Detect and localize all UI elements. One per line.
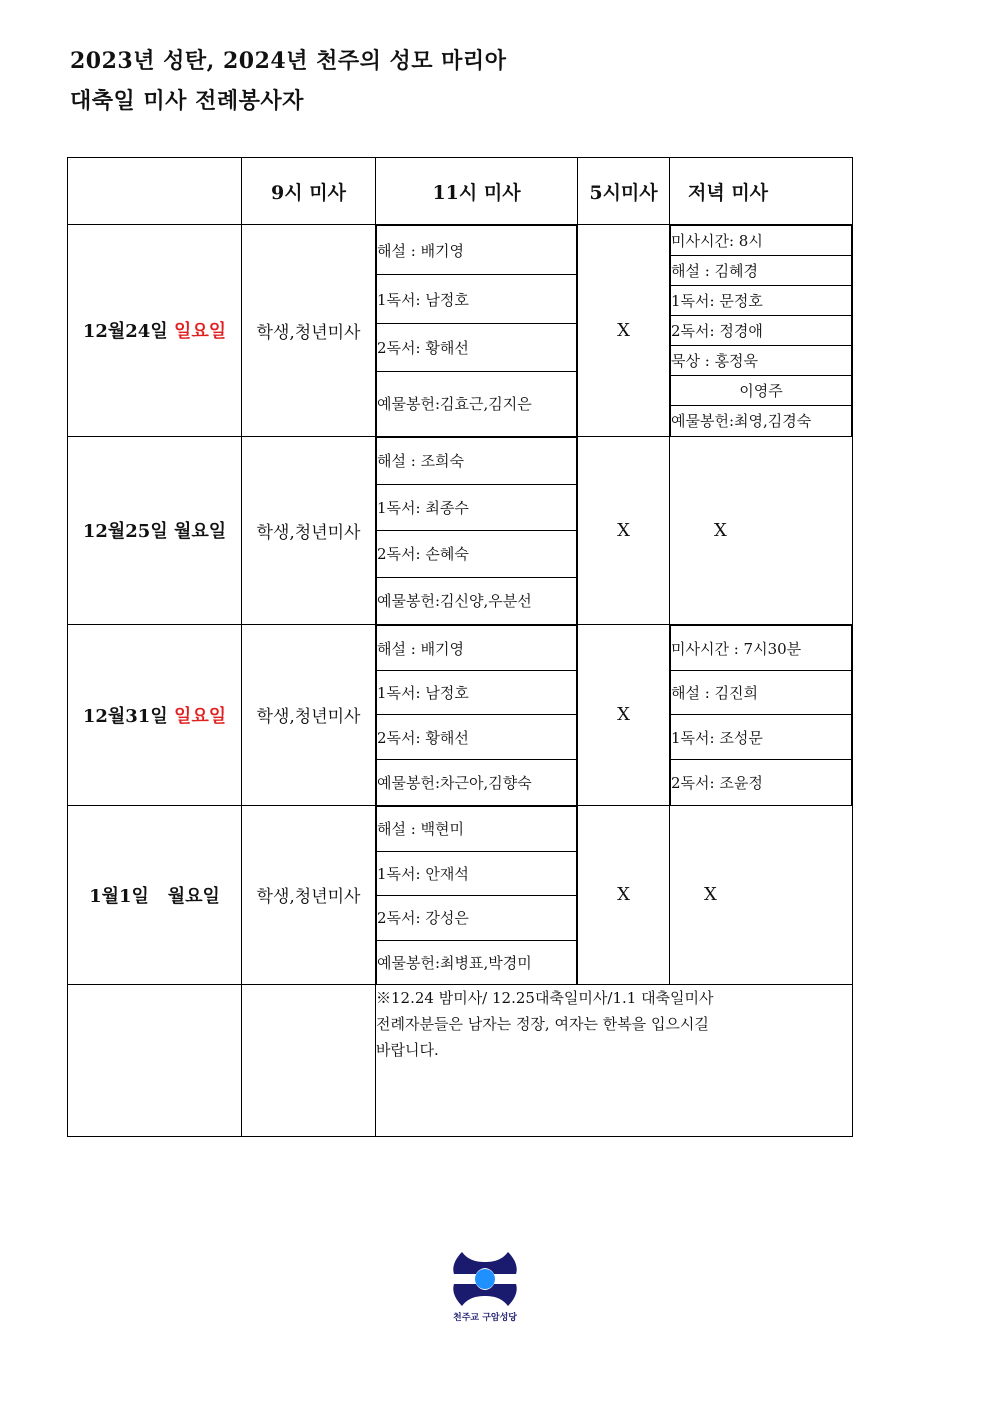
mass5-cell: X bbox=[578, 625, 670, 806]
schedule-table bbox=[67, 157, 853, 1137]
list-item: 예물봉헌:최병표,박경미 bbox=[377, 940, 577, 984]
list-item: 1독서: 최종수 bbox=[377, 484, 577, 530]
list-item: 1독서: 남정호 bbox=[377, 275, 577, 324]
mass11-cell bbox=[376, 225, 578, 437]
list-item: 해설 : 조희숙 bbox=[377, 437, 577, 484]
list-item: 2독서: 황해선 bbox=[377, 715, 577, 760]
list-item: 해설 : 배기영 bbox=[377, 226, 577, 275]
header-5pm-mass: 5시미사 bbox=[578, 158, 670, 225]
list-item: 예물봉헌:김신양,우분선 bbox=[377, 577, 577, 624]
page-title-line2: 대축일 미사 전례봉사자 bbox=[70, 88, 304, 114]
day-text: 일요일 bbox=[173, 705, 227, 727]
header-11am-mass: 11시 미사 bbox=[376, 158, 578, 225]
list-item: 1독서: 남정호 bbox=[377, 671, 577, 715]
note-cell bbox=[376, 985, 853, 1137]
mass11-cell bbox=[376, 805, 578, 985]
day-text: 월요일 bbox=[167, 885, 220, 907]
note-empty-cell bbox=[68, 985, 242, 1137]
list-item: 해설 : 김혜경 bbox=[671, 256, 852, 286]
table-row bbox=[68, 225, 853, 437]
church-logo-icon bbox=[450, 1244, 520, 1314]
date-cell bbox=[68, 436, 242, 625]
table-row bbox=[68, 805, 853, 985]
list-item: 미사시간 : 7시30분 bbox=[671, 626, 852, 671]
date-text: 12월24일 bbox=[82, 321, 174, 343]
evening-cell bbox=[670, 225, 853, 437]
list-item: 해설 : 배기영 bbox=[377, 626, 577, 671]
mass9-cell: 학생,청년미사 bbox=[242, 805, 376, 985]
list-item: 묵상 : 홍정욱 bbox=[671, 346, 852, 376]
mass5-cell: X bbox=[578, 805, 670, 985]
day-text: 일요일 bbox=[173, 321, 227, 343]
header-evening-mass: 저녁 미사 bbox=[670, 158, 853, 225]
mass9-cell: 학생,청년미사 bbox=[242, 625, 376, 806]
list-item: 2독서: 강성은 bbox=[377, 895, 577, 940]
mass11-cell bbox=[376, 436, 578, 625]
day-text: 월요일 bbox=[173, 521, 227, 543]
evening-cell: X bbox=[670, 436, 853, 625]
note-line: ※12.24 밤미사/ 12.25대축일미사/1.1 대축일미사 bbox=[376, 989, 714, 1007]
evening-cell bbox=[670, 625, 853, 806]
list-item: 해설 : 백현미 bbox=[377, 806, 577, 851]
note-empty-cell bbox=[242, 985, 376, 1137]
date-text: 12월31일 bbox=[82, 705, 174, 727]
list-item: 예물봉헌:최영,김경숙 bbox=[671, 406, 852, 436]
header-9am-mass: 9시 미사 bbox=[242, 158, 376, 225]
mass9-cell: 학생,청년미사 bbox=[242, 436, 376, 625]
list-item: 이영주 bbox=[671, 376, 852, 406]
page-title-line1: 2023년 성탄, 2024년 천주의 성모 마리아 bbox=[70, 48, 507, 74]
date-cell bbox=[68, 805, 242, 985]
list-item: 미사시간: 8시 bbox=[671, 226, 852, 256]
list-item: 2독서: 황해선 bbox=[377, 324, 577, 372]
list-item: 1독서: 문정호 bbox=[671, 286, 852, 316]
mass5-cell: X bbox=[578, 225, 670, 437]
date-text: 1월1일 bbox=[89, 885, 168, 907]
date-text: 12월25일 bbox=[82, 521, 174, 543]
mass9-cell: 학생,청년미사 bbox=[242, 225, 376, 437]
table-row bbox=[68, 436, 853, 625]
mass11-cell bbox=[376, 625, 578, 806]
note-row bbox=[68, 985, 853, 1137]
header-row bbox=[68, 158, 853, 225]
list-item: 1독서: 조성문 bbox=[671, 715, 852, 760]
evening-cell: X bbox=[670, 805, 853, 985]
date-cell bbox=[68, 625, 242, 806]
list-item: 2독서: 손혜숙 bbox=[377, 530, 577, 577]
list-item: 2독서: 정경애 bbox=[671, 316, 852, 346]
mass5-cell: X bbox=[578, 436, 670, 625]
note-line: 전례자분들은 남자는 정장, 여자는 한복을 입으시길 bbox=[376, 1015, 709, 1033]
note-line: 바랍니다. bbox=[376, 1041, 439, 1059]
table-row bbox=[68, 625, 853, 806]
date-cell bbox=[68, 225, 242, 437]
list-item: 해설 : 김진희 bbox=[671, 671, 852, 715]
list-item: 예물봉헌:차근아,김향숙 bbox=[377, 760, 577, 805]
list-item: 2독서: 조윤정 bbox=[671, 760, 852, 805]
list-item: 1독서: 안재석 bbox=[377, 851, 577, 895]
logo-caption: 천주교 구암성당 bbox=[453, 1313, 517, 1323]
header-empty bbox=[68, 158, 242, 225]
list-item: 예물봉헌:김효근,김지은 bbox=[377, 372, 577, 436]
